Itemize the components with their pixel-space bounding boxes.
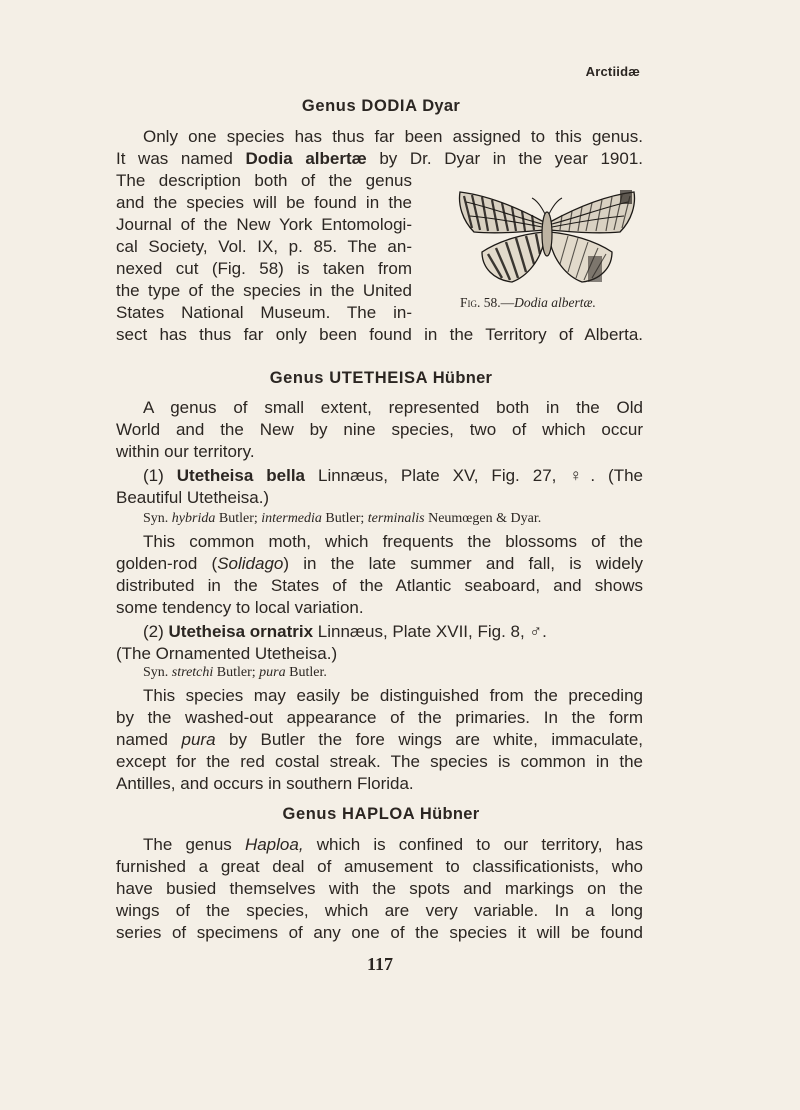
body-line: wings of the species, which are very variable. In a long [116, 901, 643, 920]
figure-caption: Fig. 58.—Dodia albertæ. [460, 295, 596, 310]
body-line: The description both of the genus [116, 171, 412, 190]
moth-illustration [452, 182, 642, 292]
body-line: This species may easily be distinguished from the preceding [143, 686, 643, 705]
species-entry-line: (2) Utetheisa ornatrix Linnæus, Plate XVII, Fig. 8, ♂. [143, 622, 547, 641]
body-line: series of specimens of any one of the species it will be found [116, 923, 643, 942]
body-line: golden-rod (Solidago) in the late summer and fall, is widely [116, 554, 644, 573]
body-line: The genus Haploa, which is confined to our territory, has [143, 835, 643, 854]
body-line: within our territory. [116, 442, 255, 461]
species-entry-line: Beautiful Utetheisa.) [116, 488, 270, 507]
genus-haploa-heading: Genus HAPLOA Hübner [282, 805, 480, 823]
species-name: Utetheisa ornatrix [168, 622, 314, 641]
page-number: 117 [366, 954, 393, 974]
body-line: Journal of the New York Entomologi- [116, 215, 412, 234]
genus-utetheisa-heading: Genus UTETHEISA Hübner [269, 369, 493, 387]
species-name: Dodia albertæ [245, 149, 367, 168]
body-line: some tendency to local variation. [116, 598, 364, 617]
body-line: It was named Dodia albertæ by Dr. Dyar in the year 1901. [116, 149, 644, 168]
synonymy-line: Syn. hybrida Butler; intermedia Butler; terminalis Neumœgen & Dyar. [143, 511, 542, 526]
body-line: the type of the species in the United [116, 281, 412, 300]
body-line: cal Society, Vol. IX, p. 85. The an- [116, 237, 412, 256]
body-line: States National Museum. The in- [116, 303, 412, 322]
species-entry-line: (The Ornamented Utetheisa.) [116, 644, 338, 663]
body-line: This common moth, which frequents the blossoms of the [143, 532, 643, 551]
species-name: Utetheisa bella [176, 466, 306, 485]
species-entry-line: (1) Utetheisa bella Linnæus, Plate XV, Fig. 27, ♀. (The [143, 466, 644, 485]
body-line: World and the New by nine species, two of which occur [116, 420, 643, 439]
body-line: furnished a great deal of amusement to classificationists, who [116, 857, 643, 876]
body-line: A genus of small extent, represented both in the Old [143, 398, 643, 417]
body-line: sect has thus far only been found in the Territory of Alberta. [116, 325, 643, 344]
body-line: named pura by Butler the fore wings are white, immaculate, [116, 730, 643, 749]
body-line: Antilles, and occurs in southern Florida. [116, 774, 414, 793]
genus-dodia-heading: Genus DODIA Dyar [301, 97, 461, 115]
body-line: nexed cut (Fig. 58) is taken from [116, 259, 412, 278]
body-line: Only one species has thus far been assigned to this genus. [143, 127, 643, 146]
body-line: distributed in the States of the Atlantic seaboard, and shows [116, 576, 643, 595]
body-line: except for the red costal streak. The species is common in the [116, 752, 643, 771]
running-head: Arctiidæ [585, 64, 640, 79]
body-line: have busied themselves with the spots and markings on the [116, 879, 643, 898]
body-line: by the washed-out appearance of the primaries. In the form [116, 708, 643, 727]
body-line: and the species will be found in the [116, 193, 412, 212]
synonymy-line: Syn. stretchi Butler; pura Butler. [143, 665, 327, 680]
